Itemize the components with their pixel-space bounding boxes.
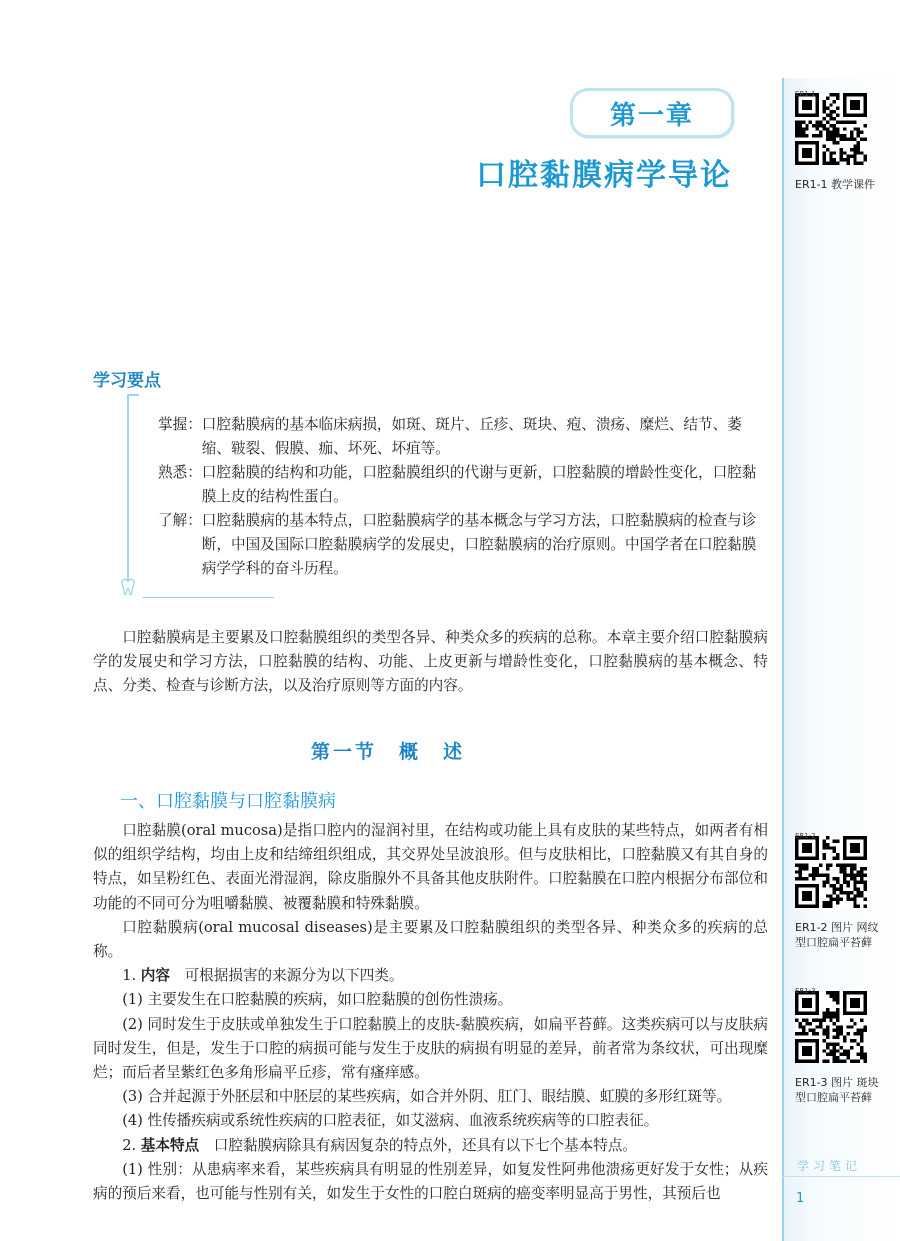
paragraph-category-3: (3) 合并起源于外胚层和中胚层的某些疾病，如合并外阴、肛门、眼结膜、虹膜的多形红斑等。 <box>122 1088 732 1106</box>
paragraph-features <box>93 1134 768 1158</box>
chapter-number-box <box>570 88 734 138</box>
keyword-features: 基本特点 <box>140 1136 200 1154</box>
intro-paragraph: 口腔黏膜病是主要累及口腔黏膜组织的类型各异、种类众多的疾病的总称。本章主要介绍口腔黏膜病学的发展史和学习方法，口腔黏膜的结构、功能、上皮更新与增龄性变化，口腔黏膜病的基本概念、特点、分类、检查与诊断方法，以及治疗原则等方面的内容。 <box>93 629 768 695</box>
key-point-label: 掌握： <box>158 416 202 433</box>
notes-divider <box>782 1176 900 1177</box>
qr-tag: ER1-1 <box>795 90 816 98</box>
page-number: 1 <box>796 1191 805 1206</box>
margin-sidebar <box>782 78 900 1241</box>
qr-code-icon[interactable] <box>795 93 867 165</box>
key-points-heading: 学习要点 <box>93 371 161 391</box>
chapter-number: 第一章 <box>609 100 694 131</box>
subsection-title: 一、口腔黏膜与口腔黏膜病 <box>120 791 336 812</box>
paragraph-category-4: (4) 性传播疾病或系统性疾病的口腔表征，如艾滋病、血液系统疾病等的口腔表征。 <box>122 1112 659 1130</box>
study-notes-label: 学习笔记 <box>797 1159 862 1173</box>
tooth-icon <box>120 578 136 596</box>
key-point-text: 口腔黏膜病的基本临床病损，如斑、斑片、丘疹、斑块、疱、溃疡、糜烂、结节、萎缩、皲裂、假膜、痂、坏死、坏疽等。 <box>201 416 742 457</box>
key-point-familiar <box>158 461 768 509</box>
list-number: 2. <box>122 1136 141 1154</box>
key-point-text: 口腔黏膜的结构和功能，口腔黏膜组织的代谢与更新，口腔黏膜的增龄性变化，口腔黏膜上皮的结构性蛋白。 <box>201 464 757 505</box>
chapter-title: 口腔黏膜病学导论 <box>476 158 732 193</box>
keyword-content: 内容 <box>140 967 170 985</box>
paragraph-text: 口腔黏膜病除具有病因复杂的特点外，还具有以下七个基本特点。 <box>199 1136 637 1154</box>
qr-code-icon[interactable] <box>795 836 867 908</box>
key-points-frame <box>127 394 139 582</box>
section-title: 第一节 概 述 <box>310 741 465 763</box>
qr-tag: ER1-3 <box>795 987 816 995</box>
key-points-underline <box>143 597 274 598</box>
qr-code-icon[interactable] <box>795 991 867 1063</box>
key-point-label: 熟悉： <box>158 464 202 481</box>
body-text-block <box>93 819 768 1206</box>
key-point-understand <box>158 509 768 581</box>
intro-block <box>93 626 768 699</box>
paragraph-category-1: (1) 主要发生在口腔黏膜的疾病，如口腔黏膜的创伤性溃疡。 <box>122 991 513 1009</box>
key-point-master <box>158 413 768 461</box>
qr-caption: ER1-2 图片 网纹型口腔扁平苔藓 <box>795 921 879 949</box>
key-point-label: 了解： <box>158 512 202 529</box>
paragraph-mucosal-diseases: 口腔黏膜病(oral mucosal diseases)是主要累及口腔黏膜组织的类型各异、种类众多的疾病的总称。 <box>93 918 768 961</box>
paragraph-oral-mucosa: 口腔黏膜(oral mucosa)是指口腔内的湿润衬里，在结构或功能上具有皮肤的某些特点，如两者有相似的组织学结构，均由上皮和结缔组织组成，其交界处呈波浪形。但与皮肤相比，口腔黏膜又有其自身的特点，如呈粉红色、表面光滑湿润，除皮脂腺外不具备其他皮肤附件。口腔黏膜在口腔内根据分布部位和功能的不同可分为咀嚼黏膜、被覆黏膜和特殊黏膜。 <box>93 822 768 912</box>
paragraph-content <box>93 964 768 988</box>
qr-caption: ER1-3 图片 斑块型口腔扁平苔藓 <box>795 1076 879 1104</box>
list-number: 1. <box>122 967 141 985</box>
paragraph-text: 可根据损害的来源分为以下四类。 <box>169 967 404 985</box>
qr-caption: ER1-1 教学课件 <box>795 178 876 191</box>
key-point-text: 口腔黏膜病的基本特点，口腔黏膜病学的基本概念与学习方法，口腔黏膜病的检查与诊断，中国及国际口腔黏膜病学的发展史，口腔黏膜病的治疗原则。中国学者在口腔黏膜病学学科的奋斗历程。 <box>201 512 757 577</box>
key-points-list <box>158 413 768 581</box>
paragraph-category-2: (2) 同时发生于皮肤或单独发生于口腔黏膜上的皮肤-黏膜疾病，如扁平苔藓。这类疾病可以与皮肤病同时发生，但是，发生于口腔的病损可能与发生于皮肤的病损有明显的差异，前者常为条纹状，可出现糜烂；而后者呈紫红色多角形扁平丘疹，常有瘙痒感。 <box>93 1015 768 1082</box>
paragraph-gender: (1) 性别：从患病率来看，某些疾病具有明显的性别差异，如复发性阿弗他溃疡更好发于女性；从疾病的预后来看，也可能与性别有关，如发生于女性的口腔白斑病的癌变率明显高于男性，其预后也 <box>93 1160 768 1203</box>
qr-tag: ER1-2 <box>795 832 816 840</box>
